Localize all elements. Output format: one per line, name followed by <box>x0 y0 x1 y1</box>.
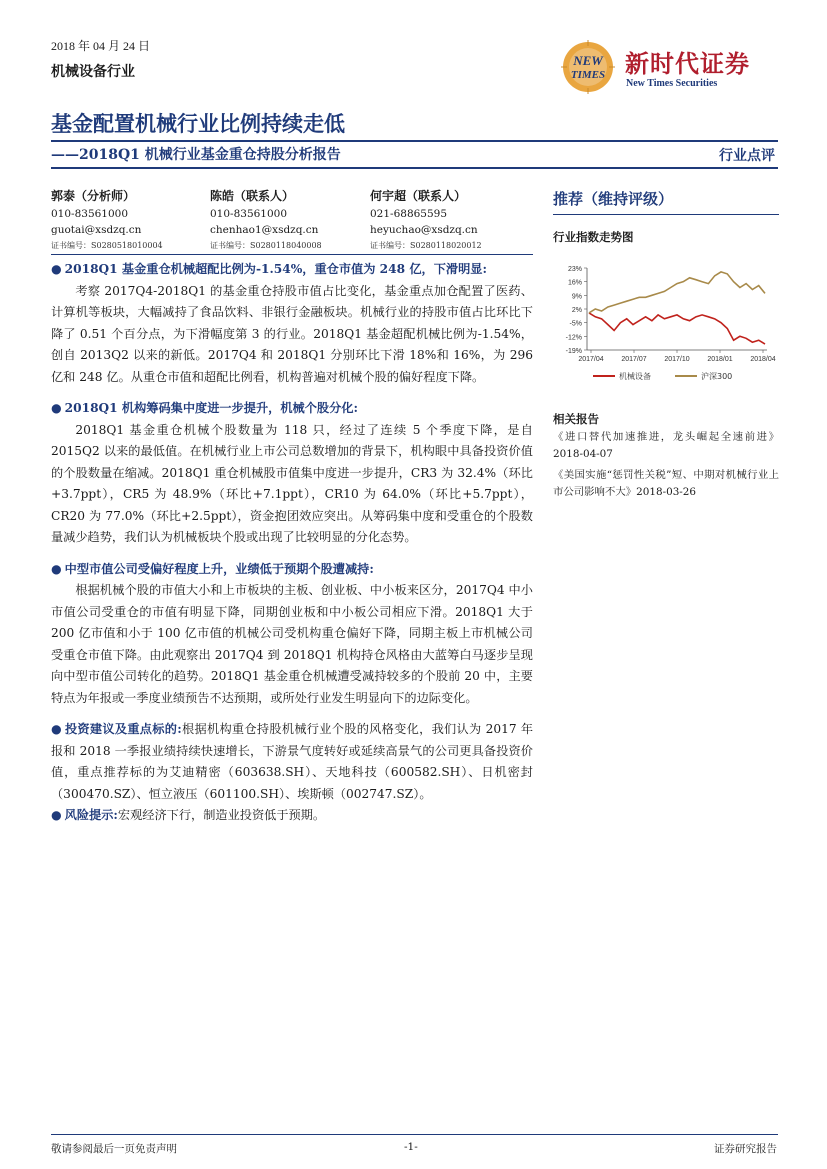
investment-paragraph <box>51 719 533 805</box>
analyst-card <box>210 188 370 254</box>
rating: 推荐（维持评级） <box>553 190 674 208</box>
report-type: 行业点评 <box>719 148 775 164</box>
title-divider <box>51 140 778 142</box>
analyst-phone: 021-68865595 <box>370 208 448 220</box>
analyst-card <box>370 188 530 254</box>
y-tick-label: 16% <box>567 279 582 287</box>
chart-title: 行业指数走势图 <box>553 230 634 244</box>
investment-label: 投资建议及重点标的: <box>64 722 182 736</box>
header-divider <box>51 167 778 169</box>
bullet-icon: ● <box>51 808 62 822</box>
related-reports-title: 相关报告 <box>553 412 599 426</box>
section-heading <box>51 398 533 420</box>
report-body <box>51 259 533 827</box>
series-line <box>589 272 765 313</box>
logo-word-new: NEW <box>573 53 603 68</box>
analyst-divider <box>51 254 533 255</box>
x-tick-label: 2017/10 <box>664 356 690 363</box>
bullet-icon: ● <box>51 561 62 576</box>
analyst-email[interactable]: heyuchao@xsdzq.cn <box>370 224 478 236</box>
analyst-phone: 010-83561000 <box>210 208 288 220</box>
footer-disclaimer: 敬请参阅最后一页免责声明 <box>51 1143 177 1155</box>
section-heading-text: 2018Q1 基金重仓机械超配比例为-1.54%，重仓市值为 248 亿，下滑明显: <box>64 262 487 276</box>
y-tick-label: 2% <box>571 307 582 314</box>
bullet-icon: ● <box>51 262 62 276</box>
x-tick-label: 2018/01 <box>707 356 733 363</box>
y-tick-label: -5% <box>569 320 582 328</box>
section-paragraph: 考察 2017Q4-2018Q1 的基金重仓持股市值占比变化，基金重点加仓配置了医药、计算机等板块，大幅减持了食品饮料、非银行金融板块。机械行业的持股市值占比环比下降了 0.51 个百分点，为下滑幅度第 3 的行业。2018Q1 基金超配机械比例为-1.54%，创自 2013Q2 以来的新低。2017Q4 和 2018Q1 分别环比下滑 18%和 16%，为 296 亿和 248 亿。从重仓市值和超配比例看，机构普遍对机械个股的偏好程度下降。 <box>51 283 533 384</box>
risk-label: 风险提示: <box>64 808 118 822</box>
analyst-card <box>51 188 211 254</box>
x-tick-label: 2018/04 <box>750 356 776 363</box>
related-report-link[interactable]: 《美国实施“惩罚性关税”短、中期对机械行业上市公司影响不大》2018-03-26 <box>553 469 779 498</box>
brand-logo <box>557 38 782 98</box>
section-paragraph: 2018Q1 基金重仓机械个股数量为 118 只，经过了连续 5 个季度下降，是自 2015Q2 以来的最低值。在机械行业上市公司总数增加的背景下，机构眼中具备投资价值的个股数量在缩减。2018Q1 重仓机械股市值集中度进一步提升，CR3 为 32.4%（环比+3.7ppt），CR5 为 48.9%（环比+7.1ppt），CR10 为 64.0%（环比+5.7ppt），CR20 为 77.0%（环比+2.5ppt），资金抱团效应突出。从筹码集中度和受重仓的个股数量减少趋势，我们认为机械板块个股或出现了比较明显的分化态势。 <box>51 422 533 544</box>
report-date: 2018 年 04 月 24 日 <box>51 39 151 53</box>
rating-divider <box>553 214 779 215</box>
analyst-name: 何宇超（联系人） <box>370 189 467 203</box>
section-heading-text: 中型市值公司受偏好程度上升，业绩低于预期个股遭减持: <box>64 561 374 576</box>
section-paragraph: 根据机械个股的市值大小和上市板块的主板、创业板、中小板来区分，2017Q4 中小市值公司受重仓的市值有明显下降，同期创业板和中小板公司相应下滑。2018Q1 大于 200 亿市值和小于 100 亿市值的机械公司受机构重仓偏好下降，同期主板上市机械公司受重仓市值下降。由此观察出 2017Q4 到 2018Q1 机构持仓风格由大蓝筹白马逐步呈现向中型市值公司转化的趋势。2018Q1 基金重仓机械遭受减持较多的个股前 20 中，主要特点为年报或一季度业绩预告不达预期，或所处行业发生明显向下的边际变化。 <box>51 583 533 705</box>
analyst-name: 陈皓（联系人） <box>210 189 295 203</box>
section-heading <box>51 259 533 281</box>
logo-word-times: TIMES <box>570 69 606 81</box>
brand-logo-icon <box>557 38 619 96</box>
risk-paragraph <box>51 805 533 827</box>
sector-name: 机械设备行业 <box>51 64 135 80</box>
report-subtitle: ——2018Q1 机械行业基金重仓持股分析报告 <box>51 147 341 163</box>
brand-name-cn: 新时代证券 <box>625 49 750 78</box>
analyst-phone: 010-83561000 <box>51 208 129 220</box>
section-heading-text: 2018Q1 机构筹码集中度进一步提升，机械个股分化: <box>64 401 358 415</box>
analyst-cert: 证书编号：S0280118040008 <box>210 241 322 250</box>
section-heading <box>51 559 533 581</box>
y-tick-label: -12% <box>565 334 582 342</box>
brand-name-en: New Times Securities <box>626 78 718 89</box>
x-tick-label: 2017/04 <box>578 356 604 363</box>
y-tick-label: 23% <box>567 266 582 273</box>
analyst-email[interactable]: guotai@xsdzq.cn <box>51 224 142 236</box>
bullet-icon: ● <box>51 722 62 736</box>
analyst-cert: 证书编号：S0280118020012 <box>370 241 482 250</box>
legend-label: 沪深300 <box>701 372 733 381</box>
legend-label: 机械设备 <box>619 372 651 381</box>
analyst-email[interactable]: chenhao1@xsdzq.cn <box>210 224 319 236</box>
related-report-link[interactable]: 《进口替代加速推进，龙头崛起全速前进》2018-04-07 <box>553 431 779 460</box>
footer-divider <box>51 1134 778 1135</box>
analyst-cert: 证书编号：S0280518010004 <box>51 241 163 250</box>
x-tick-label: 2017/07 <box>621 356 647 363</box>
footer-label: 证券研究报告 <box>714 1143 777 1155</box>
report-title: 基金配置机械行业比例持续走低 <box>51 111 345 136</box>
analyst-name: 郭泰（分析师） <box>51 189 136 203</box>
risk-text: 宏观经济下行，制造业投资低于预期。 <box>117 808 326 822</box>
bullet-icon: ● <box>51 401 62 415</box>
y-tick-label: 9% <box>571 293 582 301</box>
y-tick-label: -19% <box>565 348 582 355</box>
page-number: -1- <box>404 1141 418 1153</box>
series-line <box>589 313 765 344</box>
index-trend-chart <box>553 258 779 390</box>
investment-text: 根据机构重仓持股机械行业个股的风格变化，我们认为 2017 年报和 2018 一季报业绩持续快速增长，下游景气度转好或延续高景气的公司更具备投资价值，重点推荐标的为艾迪精密（603638.SH）、天地科技（600582.SH）、日机密封（300470.SZ）、恒立液压（601100.SH）、埃斯顿（002747.SZ）。 <box>51 722 534 801</box>
